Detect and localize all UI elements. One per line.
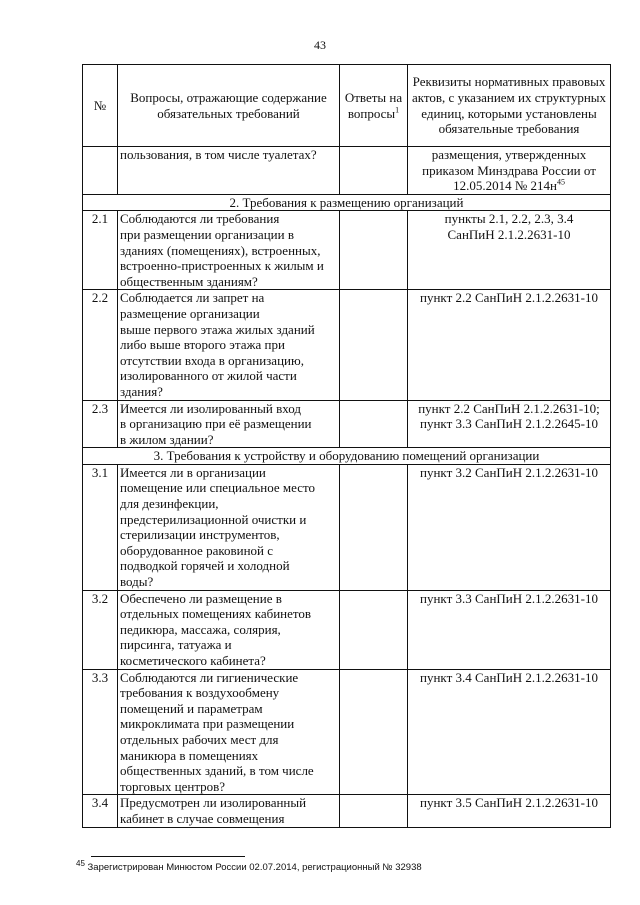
row-number: 2.2 (83, 290, 118, 400)
footnote-mark: 45 (76, 858, 85, 868)
header-answers-text: Ответы на вопросы (344, 89, 403, 121)
footnote-divider (91, 856, 245, 857)
section-2-row (83, 194, 611, 211)
table-header-row (83, 65, 611, 147)
row-answer[interactable] (340, 590, 408, 669)
row-requisite: пункт 3.4 СанПиН 2.1.2.2631-10 (408, 669, 611, 795)
section-2-title: 2. Требования к размещению организаций (83, 194, 611, 211)
row-answer[interactable] (340, 290, 408, 400)
row-requisite: пункты 2.1, 2.2, 2.3, 3.4 СанПиН 2.1.2.2631-10 (408, 211, 611, 290)
page-number: 43 (314, 38, 326, 52)
table-row (83, 400, 611, 448)
table-row (83, 464, 611, 590)
continuation-requisite-text: размещения, утвержденных приказом Минздрава России от 12.05.2014 № 214н (422, 147, 596, 194)
section-2-rows (83, 211, 611, 448)
header-answers-footnote: 1 (395, 105, 400, 115)
table-row (83, 795, 611, 827)
continuation-requisite (408, 147, 611, 195)
section-3-title: 3. Требования к устройству и оборудованию помещений организации (83, 448, 611, 465)
header-num: № (83, 65, 118, 147)
table-row (83, 290, 611, 400)
row-question: Соблюдаются ли требования при размещении организации в зданиях (помещениях), встроенных, встроенно-пристроенных к жилым и общественным зданиям? (118, 211, 340, 290)
continuation-question: пользования, в том числе туалетах? (118, 147, 340, 195)
row-number: 3.1 (83, 464, 118, 590)
row-requisite: пункт 2.2 СанПиН 2.1.2.2631-10 (408, 290, 611, 400)
row-number: 2.1 (83, 211, 118, 290)
section-3-rows (83, 464, 611, 827)
row-answer[interactable] (340, 464, 408, 590)
row-answer[interactable] (340, 211, 408, 290)
row-question: Соблюдается ли запрет на размещение организации выше первого этажа жилых зданий либо выше второго этажа при отсутствии входа в организацию, изолированного от жилой части здания? (118, 290, 340, 400)
footnote (76, 858, 422, 873)
requirements-table (82, 64, 611, 828)
row-answer[interactable] (340, 795, 408, 827)
continuation-row (83, 147, 611, 195)
header-answers (340, 65, 408, 147)
row-requisite: пункт 3.5 СанПиН 2.1.2.2631-10 (408, 795, 611, 827)
table-row (83, 669, 611, 795)
footnote-text: Зарегистрирован Минюстом России 02.07.2014, регистрационный № 32938 (84, 862, 422, 873)
row-question: Обеспечено ли размещение в отдельных помещениях кабинетов педикюра, массажа, солярия, пирсинга, татуажа и косметического кабинета? (118, 590, 340, 669)
header-questions: Вопросы, отражающие содержание обязательных требований (118, 65, 340, 147)
continuation-footnote-ref: 45 (556, 177, 565, 187)
header-requisites: Реквизиты нормативных правовых актов, с указанием их структурных единиц, которыми установлены обязательные требования (408, 65, 611, 147)
row-number: 3.2 (83, 590, 118, 669)
row-question: Предусмотрен ли изолированный кабинет в случае совмещения (118, 795, 340, 827)
row-requisite: пункт 2.2 СанПиН 2.1.2.2631-10; пункт 3.3 СанПиН 2.1.2.2645-10 (408, 400, 611, 448)
row-answer[interactable] (340, 400, 408, 448)
row-question: Соблюдаются ли гигиенические требования к воздухообмену помещений и параметрам микроклимата при размещении отдельных рабочих мест для маникюра в помещениях общественных зданий, в том числе торговых центров? (118, 669, 340, 795)
row-answer[interactable] (340, 669, 408, 795)
row-number: 2.3 (83, 400, 118, 448)
table-row (83, 211, 611, 290)
section-3-row (83, 448, 611, 465)
row-question: Имеется ли в организации помещение или специальное место для дезинфекции, предстерилизационной очистки и стерилизации инструментов, оборудованное раковиной с подводкой горячей и холодной воды? (118, 464, 340, 590)
row-requisite: пункт 3.3 СанПиН 2.1.2.2631-10 (408, 590, 611, 669)
row-question: Имеется ли изолированный вход в организацию при её размещении в жилом здании? (118, 400, 340, 448)
row-requisite: пункт 3.2 СанПиН 2.1.2.2631-10 (408, 464, 611, 590)
table-row (83, 590, 611, 669)
row-number: 3.4 (83, 795, 118, 827)
continuation-answer[interactable] (340, 147, 408, 195)
row-number: 3.3 (83, 669, 118, 795)
